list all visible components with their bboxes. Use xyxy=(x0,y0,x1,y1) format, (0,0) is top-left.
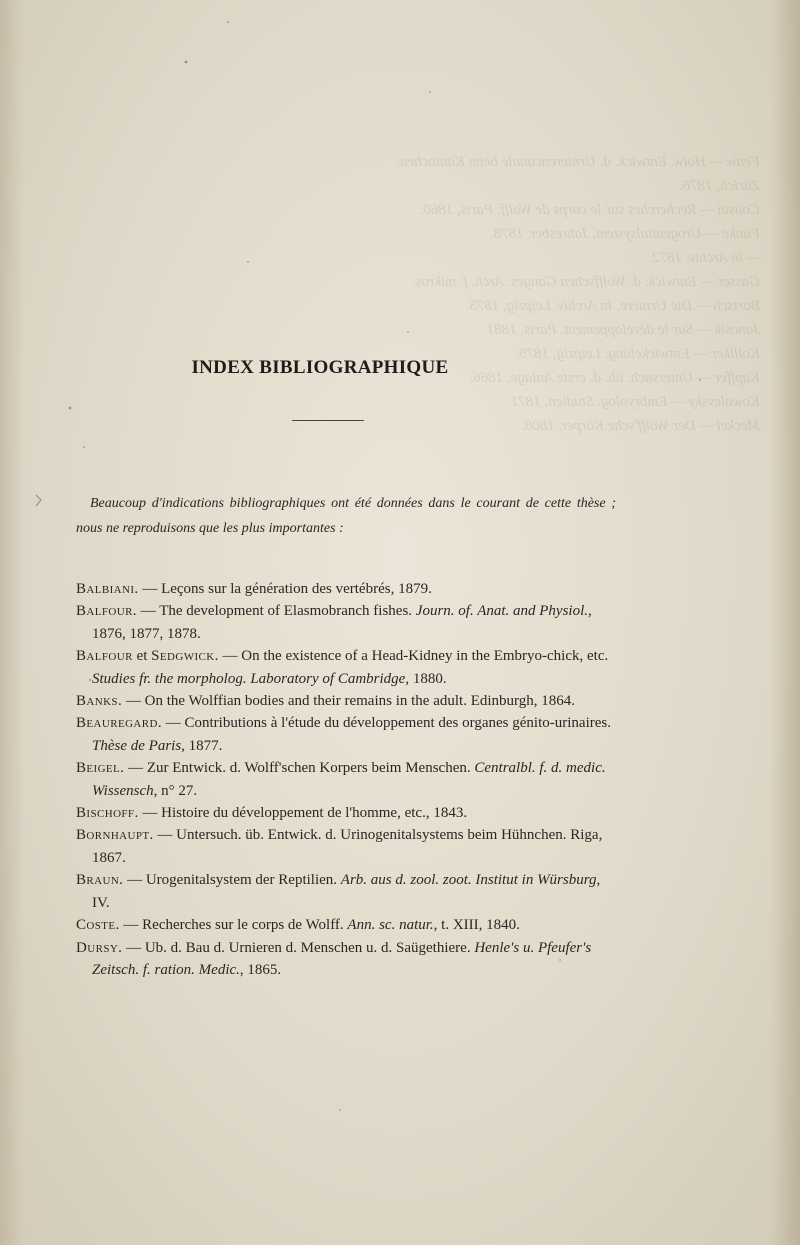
entry-author: Coste. xyxy=(76,917,120,934)
entry-text: — Urogenitalsystem der Reptilien. xyxy=(123,872,341,889)
entry-text: — Untersuch. üb. Entwick. d. Urinogenitalsystems beim Hühnchen. Riga, 1867. xyxy=(92,827,603,866)
entry-author-2: Sedgwick. xyxy=(151,648,219,665)
entry-source: Journ. of. Anat. and Physiol. xyxy=(415,603,589,620)
entry-author: Balbiani. xyxy=(76,581,139,597)
entry-author: Beauregard. xyxy=(76,715,162,732)
entry-source: Ann. sc. natur. xyxy=(347,917,434,934)
entry-text: — Zur Entwick. d. Wolff'schen Korpers beim Menschen. xyxy=(124,760,475,777)
entry-tail: , t. XIII, 1840. xyxy=(433,917,520,934)
entry-author: Bornhaupt. xyxy=(76,827,154,844)
entry-text: — On the existence of a Head-Kidney in the Embryo-chick, etc. xyxy=(218,648,609,665)
entry-author: Balfour. xyxy=(76,603,137,620)
page-edge-shadow-right xyxy=(770,0,800,1245)
title-divider xyxy=(292,420,364,421)
entry-author: Beigel. xyxy=(76,760,125,777)
entry-author: Balfour xyxy=(76,648,133,665)
entry-text: — Ub. d. Bau d. Urnieren d. Menschen u. d. Saügethiere. xyxy=(122,939,475,956)
entry-source: Thèse de Paris xyxy=(92,737,182,754)
page-title: INDEX BIBLIOGRAPHIQUE xyxy=(191,357,449,378)
entry-tail: , 1877. xyxy=(181,737,223,754)
show-through-text: Fenw — Holw. Entwick. d. Urnierencanale beim Kaninchen. Zürich, 1876. Cousin — Recherches sur le corps de Wolff. Paris, 1860. Funke — Urogenitalsystem. Jahresber. 1878. — in Archiv. 1872. Gasser — Entwick. d. Wolffschen Ganges. Arch. f. mikros. Bartsch — Die Urniere. In Archiv. Leipzig, 1875. Janosik — Sur le développement. Paris, 1881. Kolliker — Entwickelung. Leipzig, 1879. Kupffer — Untersuch. üb. d. erste Anlage. 1866. Kowalevsky — Embryolog. Studien. 1871. Meckel — Der Wolff'sche Körper. 1808. xyxy=(396,154,760,434)
bibliography-entry-bornhaupt xyxy=(76,824,616,869)
entry-tail: , 1865. xyxy=(239,961,282,978)
entry-source: Studies fr. the morpholog. Laboratory of Cambridge xyxy=(92,670,406,687)
bibliography-list xyxy=(76,578,616,981)
bibliography-entry-dursy xyxy=(76,937,616,982)
entry-source: Centralbl. f. d. medic. Wissensch xyxy=(92,760,606,799)
intro-paragraph: Beaucoup d'indications bibliographiques ont été données dans le courant de cette thèse ; nous ne reproduisons que les plus importantes : xyxy=(76,496,616,536)
entry-author: Bischoff. xyxy=(76,805,139,822)
bibliography-entry-beigel xyxy=(76,757,616,802)
bibliography-entry-braun xyxy=(76,869,616,914)
bibliography-entry-coste xyxy=(76,914,616,936)
entry-tail: , IV. xyxy=(92,872,601,911)
entry-text: — Leçons sur la génération des vertébrés, 1879. xyxy=(138,581,432,597)
bibliography-entry-balfour-sedgwick xyxy=(76,645,616,690)
bibliography-entry-bischoff xyxy=(76,802,616,824)
entry-tail: , 1880. xyxy=(405,670,447,687)
entry-tail: , n° 27. xyxy=(153,782,198,799)
entry-author: Braun. xyxy=(76,872,124,889)
entry-author: Dursy. xyxy=(76,939,123,956)
bibliography-entry-banks xyxy=(76,690,616,712)
entry-connector: et xyxy=(132,648,152,665)
entry-text: — Recherches sur le corps de Wolff. xyxy=(119,917,348,934)
entry-text: — Histoire du développement de l'homme, etc., 1843. xyxy=(138,805,468,822)
entry-text: — Contributions à l'étude du développement des organes génito-urinaires. xyxy=(162,715,611,732)
page-edge-shadow-left xyxy=(0,0,24,1245)
entry-text: — The development of Elasmobranch fishes. xyxy=(136,603,416,620)
entry-source: Arb. aus d. zool. zoot. Institut in Würsburg xyxy=(340,872,597,889)
entry-source: Henle's u. Pfeufer's Zeitsch. f. ration. Medic. xyxy=(92,939,592,978)
entry-tail: , 1876, 1877, 1878. xyxy=(92,603,592,642)
bibliography-entry-balbiani xyxy=(76,578,616,600)
entry-text: — On the Wolffian bodies and their remains in the adult. Edinburgh, 1864. xyxy=(122,693,575,710)
entry-author: Banks. xyxy=(76,693,123,710)
bibliography-entry-beauregard xyxy=(76,712,616,757)
bibliography-entry-balfour xyxy=(76,600,616,645)
